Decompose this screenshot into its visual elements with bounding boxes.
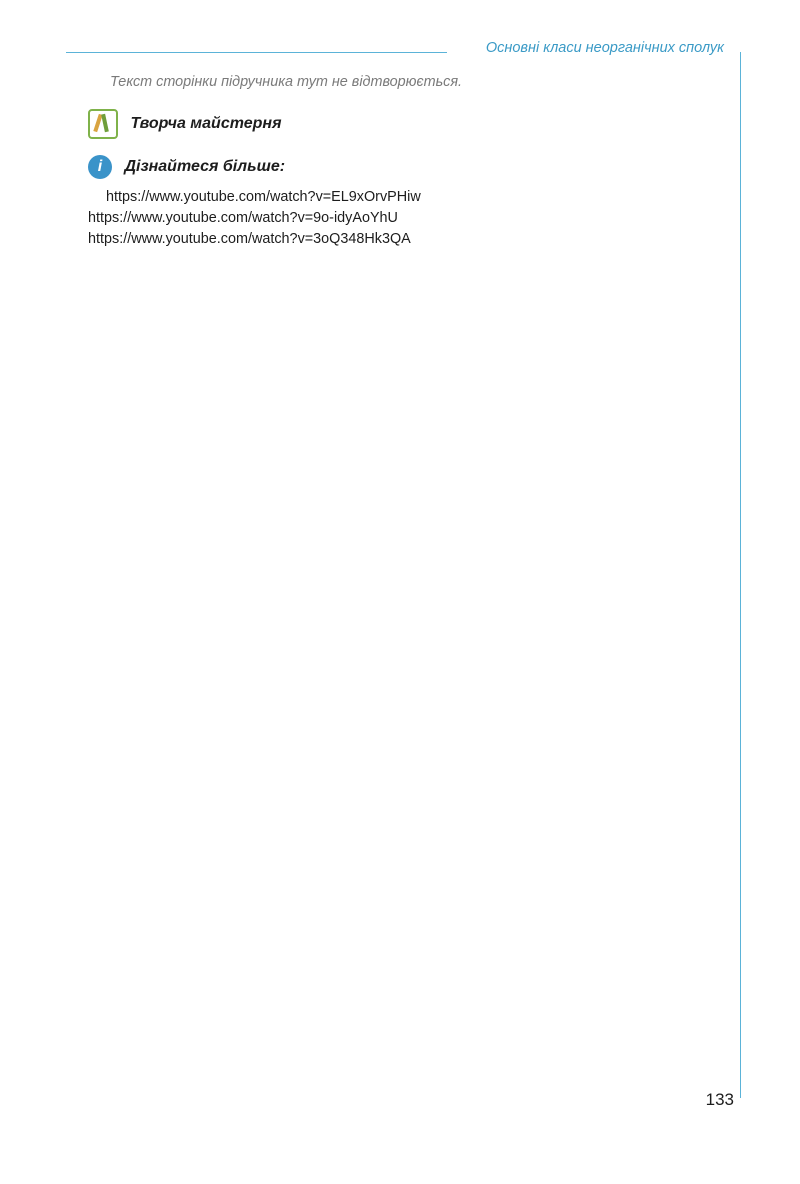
running-header: Основні класи неорганічних сполук xyxy=(485,40,724,56)
link-2[interactable]: https://www.youtube.com/watch?v=9o-idyAoYhU xyxy=(88,210,398,227)
page-content xyxy=(88,72,732,250)
header-rule xyxy=(66,52,447,53)
workshop-heading: Творча майстерня xyxy=(130,115,282,133)
placeholder-note: Текст сторінки підручника тут не відтворюється. xyxy=(110,74,463,90)
links-list xyxy=(88,187,732,250)
page-number: 133 xyxy=(705,1090,734,1109)
more-heading: Дізнайтеся більше: xyxy=(124,158,286,176)
more-heading-row xyxy=(88,155,732,179)
section-heading xyxy=(88,109,732,139)
link-3[interactable]: https://www.youtube.com/watch?v=3oQ348Hk3QA xyxy=(88,231,411,248)
workshop-icon xyxy=(88,109,118,139)
info-icon: i xyxy=(88,155,112,179)
link-1[interactable]: https://www.youtube.com/watch?v=EL9xOrvPHiw xyxy=(106,189,421,206)
page-border-rule xyxy=(740,52,741,1098)
